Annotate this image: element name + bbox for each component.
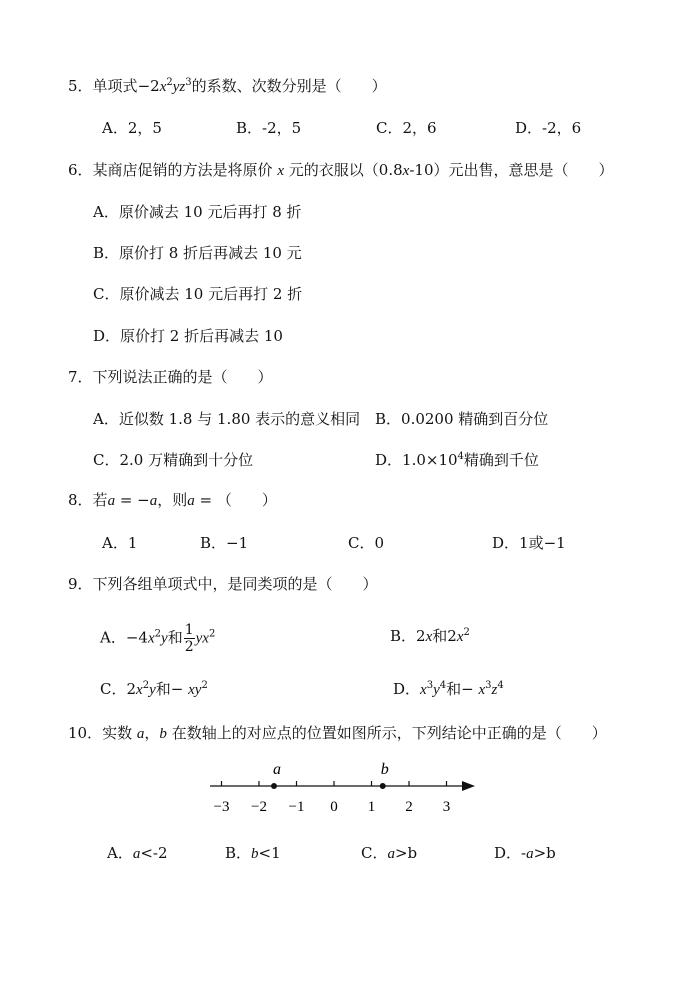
question-number: 5． — [68, 77, 93, 95]
point-a-label: a — [273, 761, 281, 778]
question-6: 6．某商店促销的方法是将原价 x 元的衣服以（0.8x-10）元出售，意思是（ ） — [68, 161, 614, 179]
question-8: 8．若a = −a，则a = （ ） — [68, 491, 277, 509]
question-9: 9．下列各组单项式中，是同类项的是（ ） — [68, 575, 378, 593]
question-10: 10．实数 a，b 在数轴上的对应点的位置如图所示，下列结论中正确的是（ ） — [68, 724, 607, 742]
option-a: A．2，5 — [102, 119, 162, 137]
option-b: B．-2，5 — [236, 119, 302, 137]
option-a: A．$-4x^2y$和 $\frac{1}{2}$ $yx^2$ — [100, 622, 216, 655]
point-a — [271, 783, 277, 789]
point-b-label: b — [380, 761, 389, 778]
question-text: 单项式 — [92, 77, 138, 95]
option-b: B．0.0200 精确到百分位 — [375, 410, 549, 428]
option-d: D．原价打 2 折后再减去 10 — [93, 327, 283, 345]
option-c: C．2.0 万精确到十分位 — [93, 451, 254, 469]
question-7: 7．下列说法正确的是（ ） — [68, 368, 273, 386]
point-b — [380, 783, 386, 789]
option-d: D．$x^3y^4$和− $x^3z^4$ — [393, 680, 504, 698]
tick-label: −2 — [251, 799, 267, 815]
option-d: D．-2，6 — [515, 119, 582, 137]
tick-label: 1 — [367, 799, 376, 815]
question-number: 9． — [68, 575, 93, 593]
option-c: C．0 — [348, 534, 385, 552]
tick-label: −3 — [213, 799, 230, 815]
question-5 — [68, 76, 387, 97]
question-number: 7． — [68, 368, 93, 386]
question-number: 6． — [68, 161, 93, 179]
fraction: $\frac{1}{2}$ — [184, 622, 194, 655]
option-a: A．近似数 1.8 与 1.80 表示的意义相同 — [93, 410, 361, 428]
option-d: D．-a>b — [494, 844, 556, 862]
option-b: B．原价打 8 折后再减去 10 元 — [93, 244, 302, 262]
question-number: 10． — [68, 724, 103, 742]
option-c: C．a>b — [361, 844, 418, 862]
number-line — [200, 756, 490, 818]
option-a: A．原价减去 10 元后再打 8 折 — [93, 203, 302, 221]
question-text: 的系数、次数分别是（ ） — [191, 77, 387, 95]
math-expression: $-2x^2yz^3$ — [137, 77, 192, 95]
option-c: C．2，6 — [376, 119, 437, 137]
option-a: A．a<-2 — [107, 844, 168, 862]
option-d: D．1或−1 — [492, 534, 566, 552]
option-a: A．1 — [102, 534, 138, 552]
option-c: C．原价减去 10 元后再打 2 折 — [93, 285, 303, 303]
option-c: C．$2x^2y$和− $xy^2$ — [100, 680, 208, 698]
option-d: D．$1.0\times 10^4$精确到千位 — [375, 451, 539, 469]
tick-label: −1 — [288, 799, 305, 815]
option-b: B．−1 — [200, 534, 249, 552]
tick-label: 3 — [442, 799, 451, 815]
question-number: 8． — [68, 491, 93, 509]
tick-label: 0 — [330, 799, 338, 815]
tick-label: 2 — [405, 799, 413, 815]
axis-arrow — [462, 781, 475, 791]
option-b: B．b<1 — [225, 844, 281, 862]
option-b: B．2x和$2x^2$ — [390, 627, 470, 645]
